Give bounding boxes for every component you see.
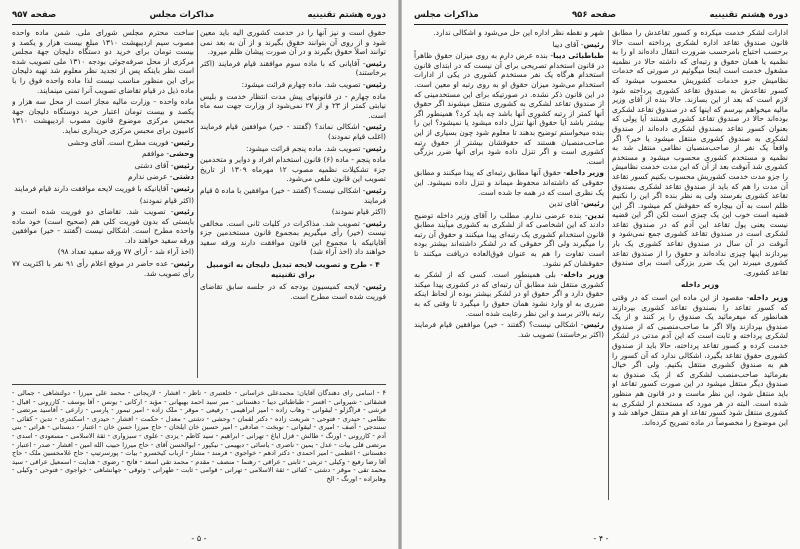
right-page-header xyxy=(414,8,788,22)
paragraph-text: - بنده عرضی ندارم. مطلب را آقای وزیر داخله توضیح دادند که این اشخاصی که از لشکری به کشوری میآیند مطابق قانون استخدام کشوری یک رتبه‌ای پیدا میکنند و حقوق آن رتبه را میگیرند ولی اگر حقوقی که در لشکر داشته‌اند بیشتر بوده است تفاوت را هم به عنوان فوق‌العاده دریافت میکنند تا حقوقشان کم نشود. xyxy=(414,210,604,268)
paragraph-text: (اخذ آراء شد - آرای ۷۷ ورقه سفید تعداد ۹۸) xyxy=(57,247,194,257)
paragraph xyxy=(200,80,386,90)
paragraph-text: - تصویب شد. ماده چهارم قرائت میشود: xyxy=(241,79,366,89)
speaker-name: رئیس xyxy=(173,207,194,217)
speaker-name: رئیس xyxy=(365,218,386,228)
paragraph-text: ماده واحده - وزارت مالیه مجاز است از محل سه هزار و یکصد و بیست تومان اعتبار خرید دوستگاه دلیجان جهة محبس مرکزی موضوع قانون مصوب اردیبهشت ۱۳۱۰ کامیون برای محبس مرکزی خریداری نماید. xyxy=(12,97,194,135)
paragraph-text: شهر و نقطه نظر اداره این حل می‌شود و اشکالی ندارد. xyxy=(433,28,604,37)
paragraph xyxy=(200,219,386,257)
paragraph-text: - اشکالی نیست؟ (گفتند - خیر) موافقین با ماده ۵ قیام فرمایند xyxy=(200,185,386,205)
paragraph xyxy=(200,144,386,154)
paragraph xyxy=(414,40,604,50)
speaker-name: طباطبائی دیبا xyxy=(553,51,604,61)
left-header-rule xyxy=(12,24,386,25)
left-page-label: صفحه ۹۵۷ xyxy=(12,10,57,20)
paragraph xyxy=(200,186,386,205)
paragraph xyxy=(12,149,194,159)
right-page-label: صفحه ۹۵۶ xyxy=(571,10,617,20)
paragraph xyxy=(414,28,604,38)
paragraph-text: ادارات لشکر خدمت میکرده و کسور تقاعدش را مطابق قانون صندوق تقاعد اداره لشکری پرداخته است حالا برحسب احتیاج بامرحسب ضرورت انتقال داده‌اند او را به نظمیه یا همان حقوق و رتبه‌ای که داشته حالا در نظمیه مشغول خدمت است اینجا میگوئیم در صورتی که خدمات نظامیش جزو خدمات کشوریش محسوب میشود که کسور تقاعدش به صندوق تقاعد کشوری پرداخته شود لازم است که بعد از این بسازند. حالا بنده از آقای وزیر مالیه میخواهم بپرسم که اینها که در صندوق تقاعد لشکری بوده‌اند حالا در صندوق تقاعد کشوری هستند آیا پولی که بعنوان کسور تقاعد بصندوق لشکری داده‌اند از صندوق لشکری به صندوق کشوری منتقل میشود یا خیر؟ اگر واقعاً یک نفر از صاحب‌منصبان نظامی منتقل شد به نظمیه و مستخدم کشوری محسوب میشود و مستخدم کشوری شد آنوقت بعد از آن که این مدت خدمت نظامیش را جزو مدت خدمت کشوریش محسوب بکنیم کسور تقاعد آن مدت را هم که باید از صندوق تقاعد لشکری بصندوق تقاعد کشوری بفرستد ولی به نظر بنده اگر این را نکنیم ظلم است به آن بیچاره که حقوقش کم میشود. اگر این قضیه است خوب این یک چیزی است لکن اگر این قضیه نیست یعنی پول تقاعد این آدم که در صندوق تقاعد لشکری است در صندوق تقاعد کشوری جمع نمی‌شود و آنوقت در آن سال در صندوق تقاعد کشوری یک بار بپردازند اینها چیزی نداده‌اند و حقوق را از صندوق تقاعد کشوری میبرند این یک ضرر بزرگی است برای صندوق تقاعد کشوری. xyxy=(612,28,788,277)
paragraph xyxy=(612,293,788,427)
footnote-rule xyxy=(12,384,386,385)
speaker-name: رئیس xyxy=(365,58,386,68)
paragraph xyxy=(200,28,386,57)
paragraph xyxy=(12,207,194,245)
paragraph-text: - عرضی ندارم xyxy=(128,172,173,182)
speaker-name: رئیس xyxy=(365,79,386,89)
paragraph-text: حقوق است و نیز آنها را در خدمت کشوری الیه باید معین شود و از روی آن بتوانند حقوق بگیرند و از آن به بعد نمی توانند اصلاً حقوق بگیرند و در آن صورت پیشان ظلم میرود. xyxy=(200,28,386,57)
speaker-name: رئیس xyxy=(173,259,194,269)
paragraph xyxy=(414,168,604,197)
paragraph xyxy=(12,259,194,278)
paragraph xyxy=(12,138,194,148)
paragraph xyxy=(414,51,604,166)
right-page-right-column xyxy=(612,28,788,500)
speaker-name: رئیس xyxy=(365,185,386,195)
paragraph xyxy=(12,184,194,194)
speaker-name: وزیر داخله xyxy=(563,270,604,280)
speaker-name: رئیس xyxy=(173,137,194,147)
right-page-number: - ۴ - xyxy=(593,534,609,543)
paragraph xyxy=(414,211,604,269)
paragraph xyxy=(12,196,194,206)
paragraph xyxy=(414,199,604,209)
speaker-name: رئیس xyxy=(583,320,604,330)
paragraph-text: - تصویب شد. مذاکرات در کلیات ثانی است. مخالفی نیست (خیر) رأی میگیریم بمجموع قانون مستخدمین جزء آقایانیکه با مجموع این قانون موافقت دارند ورقه سفید خواهند داد (اخذ آراء شد) xyxy=(200,218,386,257)
speaker-name: تدین xyxy=(587,210,604,220)
speaker-name: وزیر داخله xyxy=(749,293,788,303)
paragraph-text: - فوریت مطرح است. آقای وحشی xyxy=(67,137,174,147)
paragraph-text: - موافقم xyxy=(142,149,170,159)
paragraph-text: - آقای دشتی xyxy=(134,160,174,170)
paragraph-text: - آقای دیبا xyxy=(552,39,584,49)
right-column-divider xyxy=(608,30,609,500)
paragraph-text: - عده حاضر در موقع اعلام رأی ۹۱ نفر با اکثریت ۷۷ رأی تصویب شد. xyxy=(12,259,194,278)
right-title: مذاکرات مجلس xyxy=(414,10,479,20)
paragraph xyxy=(200,155,386,184)
paragraph-text: ماده پنجم - ماده (۶) قانون استخدام افراد و دوایر و متخدمین جزء تشکیلات نظمیه مصوب ۱۲ مهرماه ۱۳۰۹ از تاریخ تصویب این قانون ملغی می‌شود. xyxy=(200,155,386,184)
paragraph-text: - حقوق آنها مطابق رتبه‌ای که پیدا میکنند و مطابق حقوقی که داشته‌اند محفوظ میماند و تنزل داده نمیشود. این یک نظری است که در همه جا شده است. xyxy=(414,168,604,197)
paragraph-text: - اشکالی نیست؟ (گفتند - خیر) موافقین قیام فرمایند (اکثر برخاستند) تصویب شد. xyxy=(414,320,604,339)
left-page-left-column xyxy=(12,28,194,380)
paragraph-text: (اکثر قیام نمودند) xyxy=(139,195,194,205)
paragraph-text: ماده چهارم - در قانونهای پیش مدت انتظار خدمت و بلیس نیابتی کمتر از ۲۳ و از ۲۷ نمی‌شود از وزارت جهت سه ماه است. xyxy=(200,91,386,120)
paragraph-text: - آقای تدین xyxy=(548,199,584,209)
paragraph xyxy=(414,320,604,339)
paragraph-text: - آقایانی که با ماده سوم موافقند قیام فرمایند (اکثر برخاستند) xyxy=(200,58,386,78)
paragraph xyxy=(200,122,386,141)
left-page-number: - ۵ - xyxy=(191,534,207,543)
paragraph xyxy=(12,28,194,95)
speaker-name: رئیس xyxy=(365,122,386,132)
speaker-name: دشتی xyxy=(172,172,194,182)
speaker-name: رئیس xyxy=(365,143,386,153)
section-heading: وزیر داخله xyxy=(681,280,719,290)
paragraph-text: - اشکالی نماند؟ (گفتند - خیر) موافقین قیام فرمایند (اغلب قیام نمودند) xyxy=(200,122,386,141)
paragraph-text: - تصویب شد. ماده پنجم قرائت میشود: xyxy=(246,143,366,153)
footnote-voters-list: ۴ - اسامی رای دهندگان آقایان: محمدعلی خراسانی - خلعتبری - ناظر - افشار - لاریجانی - محمد علی میرزا - دولتشاهی - جمالی - قشقائی - شیروانی - افسر - طباطبائی دیبا - دهستانی - میر سید احمد بهبهانی - مؤید - ارکانی - یونس - آقا یوسف - کازرونی - اقبال - فرشی - قراگزلو - لیقوانی - وهاب زاده - امیر ابراهیمی - رفیعی - موقر - ملک زاده - امیر تیمور - پارسی - زارعی - آقاسید مرتضی - نظامی - حیدری - فتوحی - شریعت زاده - دکتر لقمان - وحشی - دشتی - معدل - حکمت - افشار - حیدری - اسکندری - تدین - کفائی - سنندجی - آصف - امیری - لیقوانی - نوبخت - صادقی - امیر حسین خان ایلخان - حاج میرزا حسن خان - اعتبار - دبستانی - هراتی - بنی آدم - کازرونی - اورنگ - طالش - قزل ایاغ - تهرانی - ابراهیم - سید کاظم - یزدی - علوی - سبزواری - ثقة الاسلامی - مسعودی - اسدی - مرتضی قلی بیات - عدل - یمین - ناصری - یاسائی - دیهیمی - نیکپور - ابوالحسن آقای - حاج میرزا حبیب الله امین - افشار - صدر - اعتبار - دهستانی - اعظمی - امیر احمدی - دکتر ادهم - خواجوی - فرمند - مشار - ارباب کیخسرو - بیات - پورسرتیپ - حاج غلامحسین ملک - حاج آقا رضا رفیع - وکیلی - تربتی - ثابتی - عراقی - رهنما - منصف - مقدم - محمد تقی اسعد - فاتح - رضوی - هدایت - اسمعیل عراقی - سید محمد تقی - موقر - دشتی - کفائی - ثقة الاسلامی - تهرانی - قوامی - ثابت - طهرانی - وثوقی - جهانشاهی - خواجوی - فتوحی - وکیلی - وهابزاده - اورنگ - الخ xyxy=(12,389,386,483)
paragraph xyxy=(200,207,386,217)
paragraph xyxy=(12,97,194,135)
left-title: مذاکرات مجلس xyxy=(149,10,215,20)
left-page-header xyxy=(12,8,386,22)
right-page-left-column xyxy=(414,28,604,500)
right-session-label: دوره هشتم تقنینیه xyxy=(709,10,788,20)
paragraph xyxy=(12,172,194,182)
left-session-label: دوره هشتم تقنینیه xyxy=(307,10,386,20)
paragraph xyxy=(200,282,386,301)
speaker-name: رئیس xyxy=(173,160,194,170)
speaker-name: وزیر داخله xyxy=(566,168,604,178)
speaker-name: رئیس xyxy=(365,282,386,292)
speaker-name: رئیس xyxy=(583,199,604,209)
paragraph xyxy=(200,59,386,78)
paragraph-text: ساخت محترم مجلس شورای ملی. شمن ماده واحده مصوب سیم اردیبهشت ۱۳۱۰ مبلغ بیست هزار و یکصد و بیست تومان برای خرید دو دستگاه دلیجان جهة مجلس مرکزی از محل صرفه‌جوئی بودجه ۱۳۱۰ ملی تصویب شده است نظر باینکه پس از تجدید نظر معلوم شد تهیه دلیجان برای این منظور مناسب نیست لذا ماده واحده فوق را با ماده ذیل در قیام تقاضای تصویب آنرا تمنی مینمایند. xyxy=(12,28,194,95)
left-column-divider xyxy=(197,30,198,378)
left-page-right-column xyxy=(200,28,386,380)
speaker-name: رئیس xyxy=(173,183,194,193)
paragraph xyxy=(12,247,194,257)
paragraph-text: - بنده عرض دارم به روی میزان حقوق ظاهراً در قانون استخدام تصریحی برای آن نیست که در ابتدای قانون استخدام هرگاه یک نفر مستخدم کشوری در یکی از ادارات استخدام می‌شود میزان حقوق او به روی رتبه او معین است. در این قانون ذکر نشده. در صورتیکه برای این مستخدمینی که از صندوق تقاعد لشکری به کشوری منتقل میشوند اگر حقوق آنها کمتر از رتبه کشوری آنها باشد چه باید کرد؟ همینطور اگر بیشتر باشد آیا حقوق آنها تنزل داده میشود یا نمیشود؟ این را بنده میخواستم توضیح بدهند تا معلوم شود چون بسیاری از این صاحب‌منصبان هستند که حقوقشان بیشتر از حقوق رتبه کشوری است و اگر تنزل داده شود برای آنها ضرر بزرگی است. xyxy=(414,51,604,166)
paragraph-text: (اکثر قیام نمودند) xyxy=(331,207,386,217)
paragraph xyxy=(414,270,604,318)
paragraph-text: - لایحه کمیسیون بودجه که در جلسه سابق تقاضای فوریت شده است مطرح است. xyxy=(200,282,386,301)
speaker-name: وحشی xyxy=(169,149,194,159)
right-page xyxy=(402,0,800,549)
left-page xyxy=(0,0,398,549)
paragraph-text: - تصویب شد. تقاضای دو فوریت شده است و بایستی که بدون فوریت کلی هم (صحیح است) خود ماده واحده مطرح است. اشکالی نیست (گفتند - خیر) موافقین ورقه سفید خواهند داد. xyxy=(12,207,194,245)
paragraph xyxy=(612,28,788,277)
paragraph-text: - آقایانیکه با فوریت لایحه موافقت دارند قیام فرمایند xyxy=(14,183,174,193)
section-heading: ۴ - طرح و تصویب لایحه تبدیل دلیجان به اتومبیل برای تقنینیه xyxy=(206,260,380,279)
right-header-rule xyxy=(414,24,788,25)
paragraph xyxy=(12,161,194,171)
speaker-name: رئیس xyxy=(583,39,604,49)
paragraph-text: - بلی همینطور است. کسی که از لشکر به کشوری منتقل شد مطابق آن رتبه‌ای که در کشوری پیدا میکند حقوق دارد و اگر حقوق او در لشکر بیشتر بوده از لحاظ اینکه ضرری به او وارد نشود همان حقوق را میگیرد تا وقتی که به رتبه بالاتر برسد و این نظر رعایت شده است. xyxy=(414,270,604,318)
paragraph-text: - مقصود از این ماده این است که در وقتی که کسور تقاعد را بصندوق تقاعد کشوری بپردازند همانطور که میفرمائید یک صندوق را پر کنند و از یک صندوق بپردازند والا اگر ما صاحب‌منصبی که از صندوق لشکری پرداخته و ثابت است که این آدم مدتی در لشکر خدمت کرده و کسور تقاعد پرداخته، حالا باید از صندوق کشوری حقوق تقاعد بگیرد، اشکالی ندارد که آن کسور را هم به صندوق کشوری منتقل بکنیم. ولی اگر خیال بفرمائید صاحب‌منصب لشکری که از یک صندوق به صندوق دیگر منتقل میشود در این صورت کسور تقاعد او باید منتقل شود، این نظر ماست و در قانون هم منظور شده است. البته در هر مورد که مستخدم از لشکری به کشوری منتقل شود کسور تقاعد او هم منتقل خواهد شد و این موضوع را مخصوصاً در ماده تصریح کرده‌اند. xyxy=(612,293,788,427)
paragraph xyxy=(200,92,386,121)
